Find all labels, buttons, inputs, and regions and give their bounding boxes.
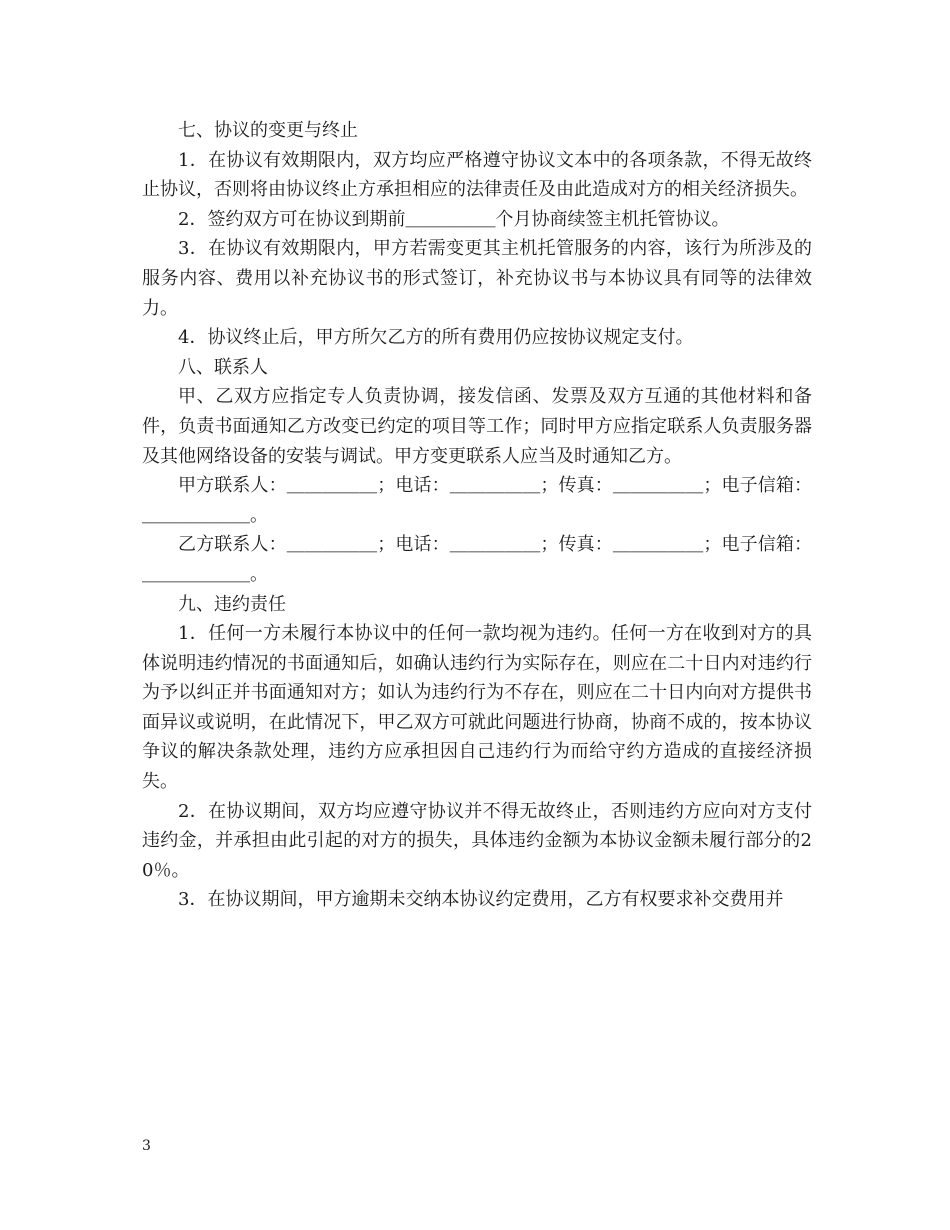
clause-9-3: 3．在协议期间，甲方逾期未交纳本协议约定费用，乙方有权要求补交费用并 xyxy=(178,889,784,911)
clause-9-2: 2．在协议期间，双方均应遵守协议并不得无故终止，否则违约方应向对方支付违约金，并承担由此引起的对方的损失，具体违约金额为本协议金额未履行部分的20％。 xyxy=(142,800,812,881)
clause-7-1: 1．在协议有效期限内，双方均应严格遵守协议文本中的各项条款，不得无故终止协议，否则将由协议终止方承担相应的法律责任及由此造成对方的相关经济损失。 xyxy=(142,149,812,201)
clause-9-1: 1．任何一方未履行本协议中的任何一款均视为违约。任何一方在收到对方的具体说明违约情况的书面通知后，如确认违约行为实际存在，则应在二十日内对违约行为予以纠正并书面通知对方；如认为违约行为不存在，则应在二十日内向对方提供书面异议或说明，在此情况下，甲乙双方可就此问题进行协商，协商不成的，按本协议争议的解决条款处理，违约方应承担因自己违约行为而给守约方造成的直接经济损失。 xyxy=(142,623,812,793)
document-body xyxy=(142,116,812,915)
clause-8-body: 甲、乙双方应指定专人负责协调，接发信函、发票及双方互通的其他材料和备件，负责书面通知乙方改变已约定的项目等工作；同时甲方应指定联系人负责服务器及其他网络设备的安装与调试。甲方变更联系人应当及时通知乙方。 xyxy=(142,386,812,467)
page-number: 3 xyxy=(142,1138,151,1154)
party-b-contact: 乙方联系人：＿＿＿＿＿；电话：＿＿＿＿＿；传真：＿＿＿＿＿；电子信箱：＿＿＿＿＿＿。 xyxy=(142,534,812,585)
clause-7-4: 4．协议终止后，甲方所欠乙方的所有费用仍应按协议规定支付。 xyxy=(178,327,694,349)
section-heading-7: 七、协议的变更与终止 xyxy=(178,120,358,141)
section-heading-8: 八、联系人 xyxy=(178,356,268,378)
clause-7-3: 3．在协议有效期限内，甲方若需变更其主机托管服务的内容，该行为所涉及的服务内容、费用以补充协议书的形式签订，补充协议书与本协议具有同等的法律效力。 xyxy=(142,238,812,319)
party-a-contact: 甲方联系人：＿＿＿＿＿；电话：＿＿＿＿＿；传真：＿＿＿＿＿；电子信箱：＿＿＿＿＿＿。 xyxy=(142,475,812,526)
clause-7-2: 2．签约双方可在协议到期前＿＿＿＿＿个月协商续签主机托管协议。 xyxy=(178,208,730,230)
section-heading-9: 九、违约责任 xyxy=(178,593,286,615)
